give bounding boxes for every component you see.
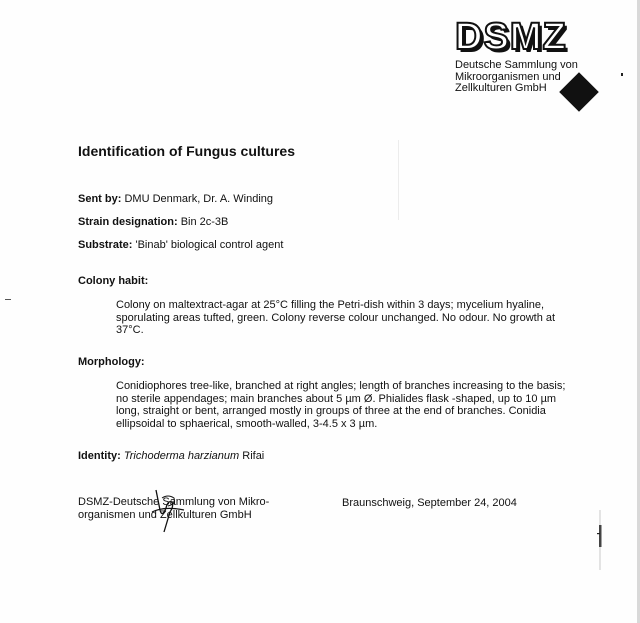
field-label: Substrate: xyxy=(78,239,133,251)
text-line: 37°C. xyxy=(116,324,144,336)
identity-line xyxy=(78,450,264,462)
identity-scientific-name: Trichoderma harzianum xyxy=(123,450,240,462)
field-value: DMU Denmark, Dr. A. Winding xyxy=(124,193,274,205)
colony-habit-heading: Colony habit: xyxy=(78,275,149,287)
text-line: ellipsoidal to sphaerical, smooth-walled, 3-4.5 x 3 µm. xyxy=(116,417,378,430)
text-line: Conidiophores tree-like, branched at right angles; length of branches increasing to the basis; xyxy=(116,380,566,392)
morphology-heading: Morphology: xyxy=(78,356,145,368)
text-line: sporulating areas tufted, green. Colony reverse colour unchanged. No odour. No growth at xyxy=(116,311,556,324)
identity-label: Identity: xyxy=(78,450,121,462)
text-line: long, straight or bent, arranged mostly in groups of three at the end of branches. Conidia xyxy=(116,405,546,417)
identity-author: Rifai xyxy=(242,450,265,462)
logo-wordmark: DSMZ xyxy=(455,16,567,58)
field-value: 'Binab' biological control agent xyxy=(135,239,284,251)
scan-speck xyxy=(621,73,623,76)
field-label: Strain designation: xyxy=(78,216,178,228)
place-date: Braunschweig, September 24, 2004 xyxy=(342,497,517,509)
scan-artifact-mark xyxy=(597,510,603,570)
field-sent-by xyxy=(78,193,273,205)
signature-line: organismen und Zellkulturen GmbH xyxy=(78,508,252,521)
morphology-text xyxy=(116,380,566,430)
field-substrate xyxy=(78,239,283,251)
logo-subtitle-line: Zellkulturen GmbH xyxy=(455,82,547,94)
field-label: Sent by: xyxy=(78,193,122,205)
document-title: Identification of Fungus cultures xyxy=(78,143,295,159)
field-strain-designation xyxy=(78,216,228,228)
scan-artifact-dash xyxy=(5,299,11,300)
signature-line: DSMZ-Deutsche Sammlung von Mikro- xyxy=(78,496,270,508)
scan-artifact-line xyxy=(398,140,399,220)
colony-habit-text xyxy=(116,299,556,337)
text-line: no sterile appendages; main branches about 5 µm Ø. Phialides flask -shaped, up to 10 µm xyxy=(116,392,557,405)
logo-subtitle-line: Mikroorganismen und xyxy=(455,70,561,83)
handwritten-signature-icon xyxy=(148,488,188,533)
text-line: Colony on maltextract-agar at 25°C filling the Petri-dish within 3 days; mycelium hyaline, xyxy=(116,299,545,311)
field-value: Bin 2c-3B xyxy=(180,216,229,228)
logo-subtitle-line: Deutsche Sammlung von xyxy=(455,59,578,71)
